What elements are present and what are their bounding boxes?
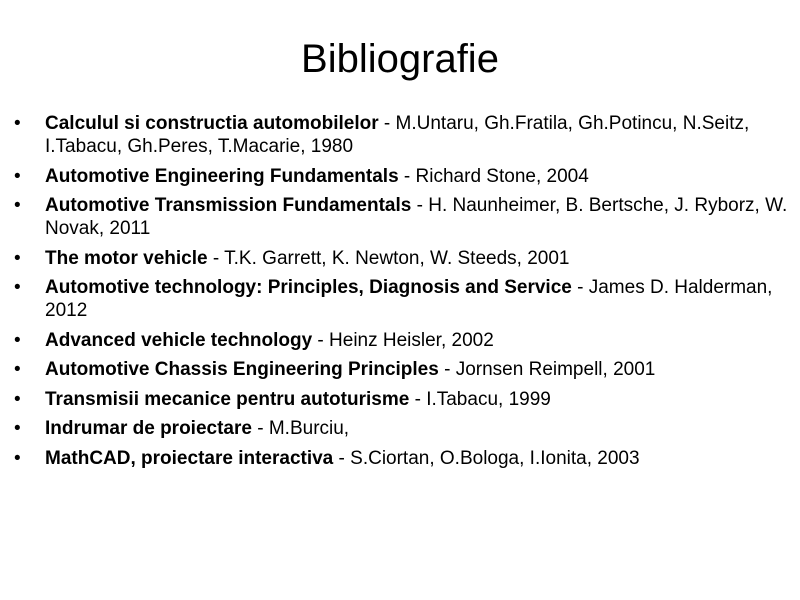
bullet-icon: • xyxy=(14,447,21,469)
bullet-icon: • xyxy=(14,113,21,134)
reference-separator: - xyxy=(571,277,589,298)
bullet-icon: • xyxy=(14,165,21,187)
reference-details: M.Untaru, Gh.Fratila, Gh.Potincu, N.Seitz, I.Tabacu, Gh.Peres, T.Macarie, 1980 xyxy=(45,113,750,157)
reference-separator: - xyxy=(333,447,351,469)
list-item xyxy=(14,276,794,322)
list-item xyxy=(14,194,794,240)
reference-details: M.Burciu, xyxy=(268,418,350,439)
reference-title: MathCAD, proiectare interactiva xyxy=(45,447,334,469)
reference-title: Automotive Transmission Fundamentals xyxy=(45,195,412,216)
reference-title: Transmisii mecanice pentru autoturisme xyxy=(45,388,410,410)
reference-separator: - xyxy=(409,388,427,410)
reference-separator: - xyxy=(207,247,225,269)
slide-title: Bibliografie xyxy=(301,37,499,81)
list-item xyxy=(14,247,794,270)
reference-title: Advanced vehicle technology xyxy=(45,329,313,351)
list-item xyxy=(14,329,794,352)
bullet-icon: • xyxy=(14,195,21,216)
reference-details: Richard Stone, 2004 xyxy=(415,165,589,187)
reference-separator: - xyxy=(251,418,269,439)
bullet-icon: • xyxy=(14,388,21,410)
bullet-icon: • xyxy=(14,329,21,351)
reference-details: T.K. Garrett, K. Newton, W. Steeds, 2001 xyxy=(224,247,570,269)
reference-details: I.Tabacu, 1999 xyxy=(426,388,551,410)
reference-separator: - xyxy=(438,359,456,380)
reference-details: H. Naunheimer, B. Bertsche, J. Ryborz, W. Novak, 2011 xyxy=(45,195,788,239)
reference-details: Heinz Heisler, 2002 xyxy=(329,329,494,351)
reference-separator: - xyxy=(312,329,330,351)
list-item xyxy=(14,388,794,411)
reference-separator: - xyxy=(411,195,429,216)
reference-separator: - xyxy=(378,113,396,134)
reference-title: The motor vehicle xyxy=(45,247,208,269)
bullet-icon: • xyxy=(14,277,21,298)
list-item xyxy=(14,417,794,440)
list-item xyxy=(14,165,794,188)
reference-title: Automotive technology: Principles, Diagnosis and Service xyxy=(45,277,572,298)
reference-title: Indrumar de proiectare xyxy=(45,418,252,439)
reference-title: Automotive Engineering Fundamentals xyxy=(45,165,399,187)
list-item xyxy=(14,358,794,381)
list-item xyxy=(14,112,794,158)
bullet-icon: • xyxy=(14,359,21,380)
bibliography-list xyxy=(14,112,794,476)
bullet-icon: • xyxy=(14,247,21,269)
list-item xyxy=(14,447,794,470)
reference-title: Automotive Chassis Engineering Principles xyxy=(45,359,439,380)
bullet-icon: • xyxy=(14,418,21,439)
reference-details: James D. Halderman, 2012 xyxy=(45,277,773,321)
reference-details: Jornsen Reimpell, 2001 xyxy=(455,359,656,380)
reference-details: S.Ciortan, O.Bologa, I.Ionita, 2003 xyxy=(350,447,640,469)
reference-title: Calculul si constructia automobilelor xyxy=(45,113,379,134)
reference-separator: - xyxy=(398,165,416,187)
